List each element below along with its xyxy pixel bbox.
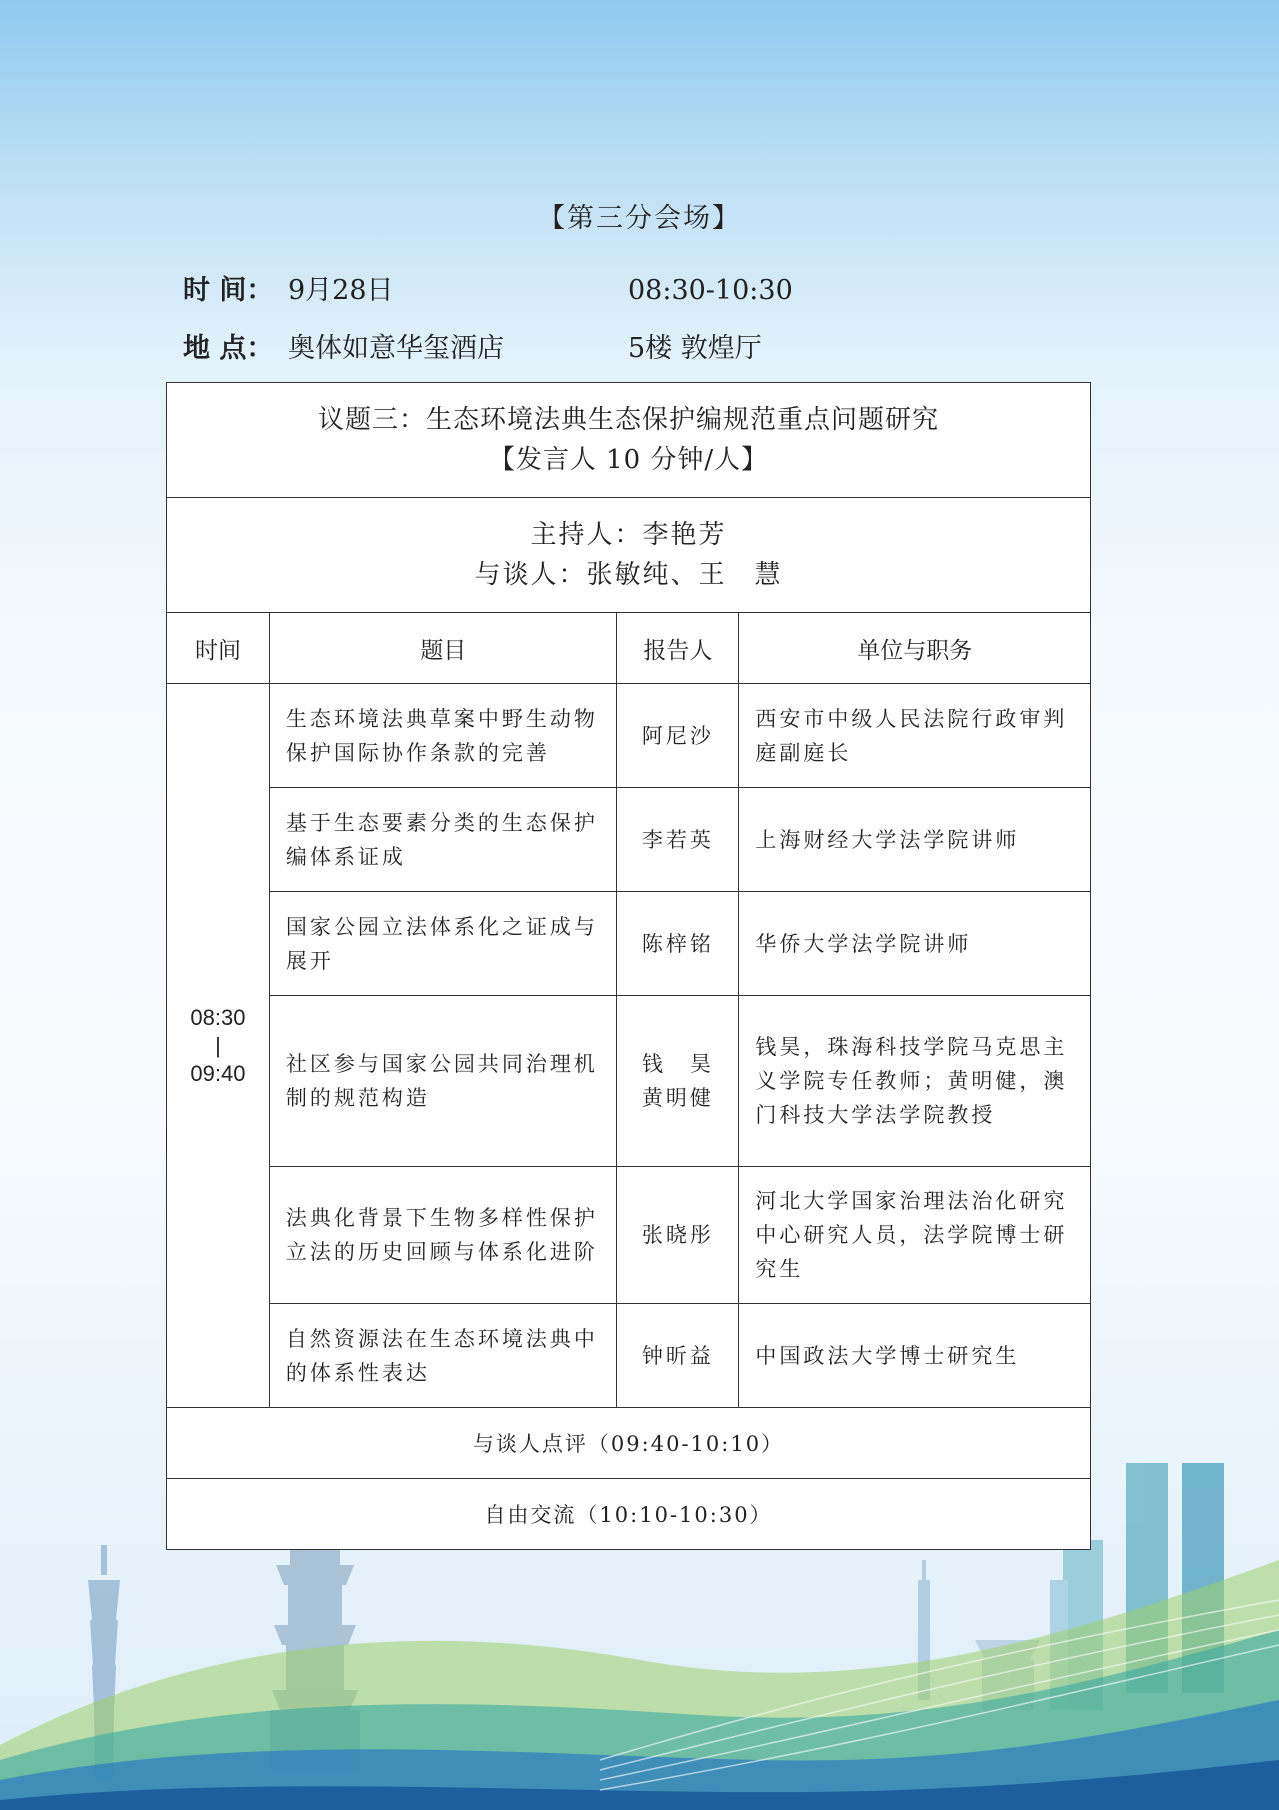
table-row	[167, 684, 1091, 788]
column-header-speaker: 报告人	[617, 613, 739, 684]
table-row	[167, 788, 1091, 892]
place-row	[183, 326, 762, 365]
column-header-row	[167, 613, 1091, 684]
topic-cell: 自然资源法在生态环境法典中的体系性表达	[269, 1304, 617, 1408]
time-label: 时 间：	[183, 275, 274, 306]
speaker-cell: 钟昕益	[617, 1304, 739, 1408]
room-value: 5楼 敦煌厅	[628, 333, 762, 364]
topic-header-row	[167, 383, 1091, 498]
time-separator: |	[215, 1032, 221, 1058]
time-end: 09:40	[190, 1060, 246, 1086]
discussant-review: 与谈人点评（09:40-10:10）	[167, 1408, 1091, 1479]
topic-cell: 生态环境法典草案中野生动物保护国际协作条款的完善	[269, 684, 617, 788]
venue-value: 奥体如意华玺酒店	[288, 333, 504, 364]
speaker-time-note: 【发言人 10 分钟/人】	[488, 445, 769, 475]
speaker-cell	[617, 996, 739, 1167]
topic-header	[167, 383, 1091, 498]
speaker-name-2: 黄明健	[641, 1086, 714, 1110]
host-row	[167, 498, 1091, 613]
topic-title: 议题三：生态环境法典生态保护编规范重点问题研究	[317, 405, 939, 435]
table-row	[167, 892, 1091, 996]
place-label: 地 点：	[183, 333, 274, 364]
unit-cell: 河北大学国家治理法治化研究中心研究人员，法学院博士研究生	[739, 1167, 1091, 1304]
unit-cell: 西安市中级人民法院行政审判庭副庭长	[739, 684, 1091, 788]
date-value: 9月28日	[288, 275, 394, 306]
unit-cell: 上海财经大学法学院讲师	[739, 788, 1091, 892]
column-header-topic: 题目	[269, 613, 617, 684]
speaker-cell: 阿尼沙	[617, 684, 739, 788]
free-discussion-row	[167, 1479, 1091, 1550]
topic-cell: 国家公园立法体系化之证成与展开	[269, 892, 617, 996]
speaker-name-1: 钱 昊	[641, 1052, 714, 1076]
agenda-table	[166, 382, 1091, 1550]
host-cell	[167, 498, 1091, 613]
table-row	[167, 1167, 1091, 1304]
topic-cell: 社区参与国家公园共同治理机制的规范构造	[269, 996, 617, 1167]
host-line: 主持人：李艳芳	[530, 520, 727, 550]
column-header-time: 时间	[167, 613, 270, 684]
speaker-cell: 李若英	[617, 788, 739, 892]
unit-cell: 华侨大学法学院讲师	[739, 892, 1091, 996]
time-range-value: 08:30-10:30	[628, 275, 793, 306]
review-row	[167, 1408, 1091, 1479]
table-row	[167, 1304, 1091, 1408]
column-header-unit: 单位与职务	[739, 613, 1091, 684]
unit-cell: 钱昊，珠海科技学院马克思主义学院专任教师；黄明健，澳门科技大学法学院教授	[739, 996, 1091, 1167]
speaker-cell: 陈梓铭	[617, 892, 739, 996]
session-title: 【第三分会场】	[538, 203, 741, 234]
time-slot-cell	[167, 684, 270, 1408]
time-row	[183, 268, 793, 307]
topic-cell: 法典化背景下生物多样性保护立法的历史回顾与体系化进阶	[269, 1167, 617, 1304]
unit-cell: 中国政法大学博士研究生	[739, 1304, 1091, 1408]
topic-cell: 基于生态要素分类的生态保护编体系证成	[269, 788, 617, 892]
free-discussion: 自由交流（10:10-10:30）	[167, 1479, 1091, 1550]
discussant-line: 与谈人：张敏纯、王 慧	[474, 560, 783, 590]
table-row	[167, 996, 1091, 1167]
time-start: 08:30	[190, 1004, 246, 1030]
speaker-cell: 张晓彤	[617, 1167, 739, 1304]
